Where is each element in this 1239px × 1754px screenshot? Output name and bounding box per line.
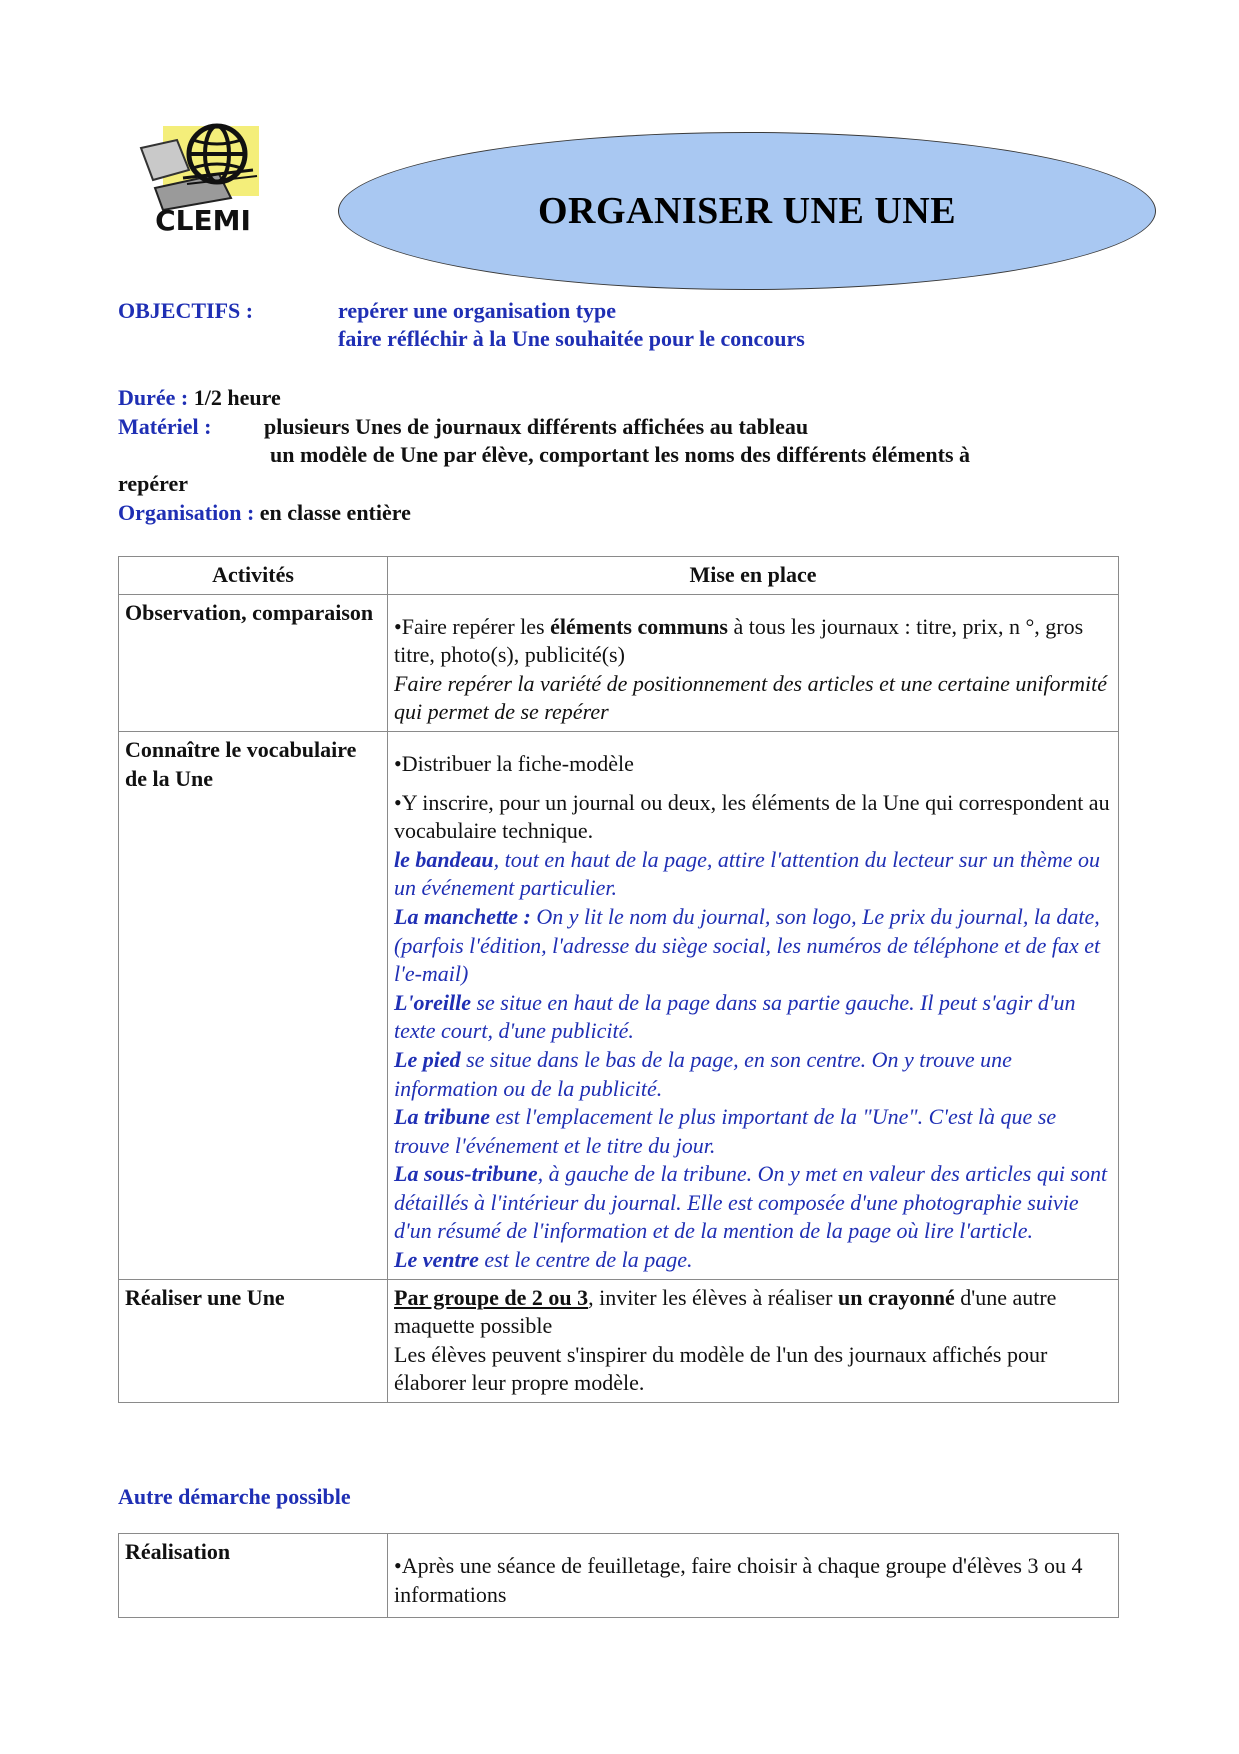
list-item: Le ventre est le centre de la page. xyxy=(394,1247,693,1273)
row-label-vocabulaire: Connaître le vocabulaire de la Une xyxy=(119,731,388,1279)
duree-value: 1/2 heure xyxy=(193,385,281,410)
logo-text: CLEMI xyxy=(155,204,251,237)
duree-label: Durée : xyxy=(118,385,194,410)
list-item: La sous-tribune, à gauche de la tribune. On y met en valeur des articles qui sont détaillés à l'intérieur du journal. Elle est composée d'une photographie suivie d'un résumé de l'information et de la mention de la page où lire l'article. xyxy=(394,1161,1108,1244)
row-content-realisation: •Après une séance de feuilletage, faire choisir à chaque groupe d'élèves 3 ou 4 informations xyxy=(388,1534,1119,1618)
table-header-row xyxy=(119,557,1119,595)
organisation-label: Organisation : xyxy=(118,500,260,525)
vocab-definitions xyxy=(394,846,1112,1275)
observation-p2: Faire repérer la variété de positionnement des articles et une certaine uniformité qui permet de se repérer xyxy=(394,670,1107,725)
realiser-p2: Les élèves peuvent s'inspirer du modèle de l'un des journaux affichés pour élaborer leur propre modèle. xyxy=(394,1341,1048,1396)
title-ellipse xyxy=(338,132,1156,290)
list-item: Le pied se situe dans le bas de la page, en son centre. On y trouve une information ou de la publicité. xyxy=(394,1046,1012,1101)
organisation-line xyxy=(118,499,411,527)
materiel-3: repérer xyxy=(118,471,189,496)
row-label-realisation: Réalisation xyxy=(119,1534,388,1618)
objectifs-label: OBJECTIFS : xyxy=(118,298,254,323)
col-activites: Activités xyxy=(119,557,388,595)
list-item: le bandeau, tout en haut de la page, attire l'attention du lecteur sur un thème ou un événement particulier. xyxy=(394,846,1100,901)
duree-line xyxy=(118,384,281,412)
materiel-2: un modèle de Une par élève, comportant les noms des différents éléments à xyxy=(270,442,971,467)
clemi-logo xyxy=(133,118,273,238)
list-item: L'oreille se situe en haut de la page dans sa partie gauche. Il peut s'agir d'un texte court, d'une publicité. xyxy=(394,989,1076,1044)
autre-demarche-table xyxy=(118,1533,1119,1618)
page-title: ORGANISER UNE UNE xyxy=(537,190,957,232)
activities-table xyxy=(118,556,1119,1403)
list-item: La manchette : On y lit le nom du journal, son logo, Le prix du journal, la date,(parfois l'édition, l'adresse du siège social, les numéros de téléphone et de fax et l'e-mail) xyxy=(394,903,1101,987)
table-row xyxy=(119,731,1119,1279)
row-content-realiser xyxy=(388,1279,1119,1402)
row-label-realiser: Réaliser une Une xyxy=(119,1279,388,1402)
organisation-value: en classe entière xyxy=(259,500,411,525)
table-row xyxy=(119,1279,1119,1402)
materiel-1: plusieurs Unes de journaux différents affichées au tableau xyxy=(264,414,809,439)
row-content-observation xyxy=(388,594,1119,731)
objectif-1: repérer une organisation type xyxy=(338,298,617,323)
objectif-2: faire réfléchir à la Une souhaitée pour le concours xyxy=(338,326,805,351)
table-row xyxy=(119,594,1119,731)
elements-communs: éléments communs xyxy=(550,613,728,639)
observation-p1: •Faire repérer les éléments communs à tous les journaux : titre, prix, n °, gros titre, photo(s), publicité(s) xyxy=(394,613,1084,668)
col-mise-en-place: Mise en place xyxy=(388,557,1119,595)
row-content-vocabulaire xyxy=(388,731,1119,1279)
materiel-label: Matériel : xyxy=(118,414,212,439)
vocab-p1: •Distribuer la fiche-modèle xyxy=(394,750,634,776)
vocab-p2: •Y inscrire, pour un journal ou deux, les éléments de la Une qui correspondent au vocabulaire technique. xyxy=(394,789,1110,844)
autre-demarche-heading: Autre démarche possible xyxy=(118,1484,351,1509)
table-row xyxy=(119,1534,1119,1618)
list-item: La tribune est l'emplacement le plus important de la "Une". C'est là que se trouve l'événement et le titre du jour. xyxy=(394,1104,1057,1158)
row-label-observation: Observation, comparaison xyxy=(119,594,388,731)
realiser-p1: Par groupe de 2 ou 3, inviter les élèves à réaliser un crayonné d'une autre maquette possible xyxy=(394,1284,1057,1339)
